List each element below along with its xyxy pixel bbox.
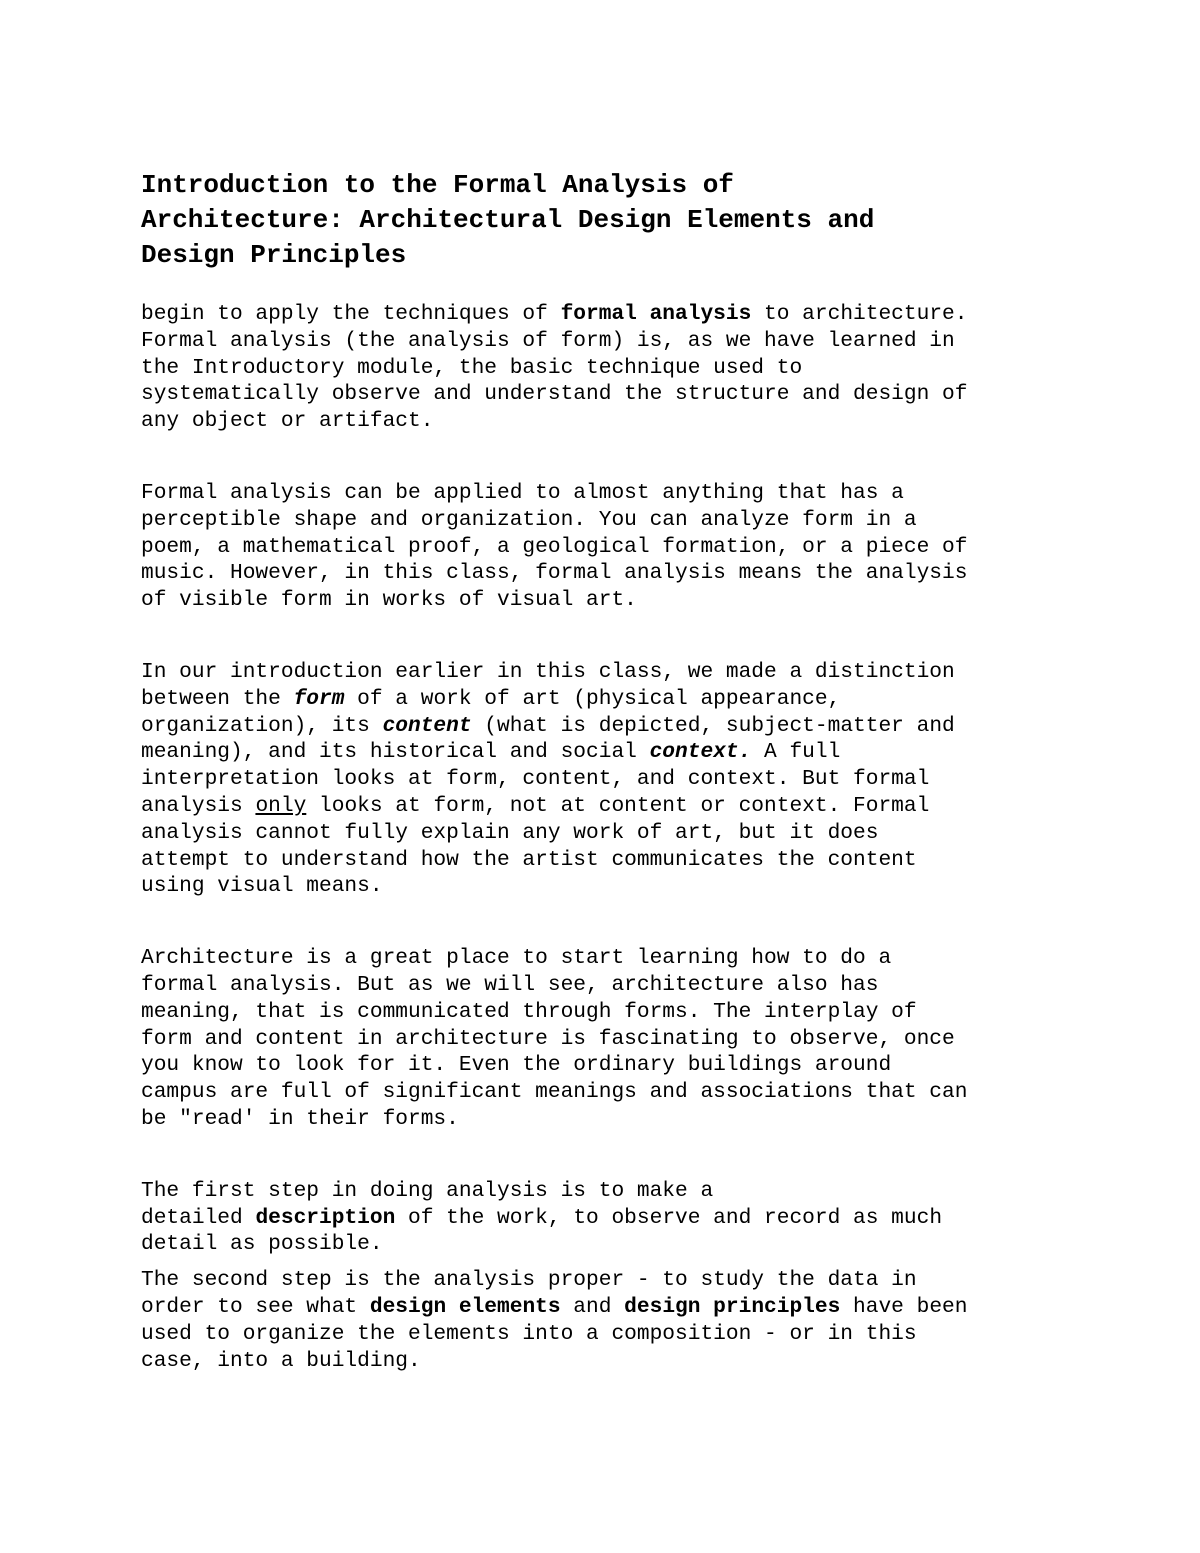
text-run: detailed: [141, 1205, 256, 1230]
paragraph-form-content-context: [141, 659, 1071, 900]
text-line: [141, 793, 1071, 820]
term-description: description: [255, 1205, 396, 1230]
text-line: using visual means.: [141, 874, 383, 899]
term-design-principles: design principles: [624, 1294, 841, 1319]
term-form: form: [293, 686, 345, 711]
text-line: systematically observe and understand the structure and design of: [141, 382, 968, 407]
term-content: content: [382, 713, 472, 738]
text-run: looks at form, not at content or context. Formal: [306, 793, 930, 818]
text-run: organization), its: [141, 713, 383, 738]
text-line: poem, a mathematical proof, a geological formation, or a piece of: [141, 534, 968, 559]
text-line: form and content in architecture is fascinating to observe, once: [141, 1026, 955, 1051]
paragraph-intro: [141, 301, 1071, 435]
text-run: meaning), and its historical and social: [141, 740, 650, 765]
text-line: In our introduction earlier in this class, we made a distinction: [141, 659, 955, 684]
document-title: [141, 168, 1071, 273]
text-line: interpretation looks at form, content, and context. But formal: [141, 767, 930, 792]
text-line: analysis cannot fully explain any work of art, but it does: [141, 820, 879, 845]
text-run: (what is depicted, subject-matter and: [471, 713, 955, 738]
text-line: The second step is the analysis proper - to study the data in: [141, 1268, 917, 1293]
text-line: any object or artifact.: [141, 409, 434, 434]
text-run: between the: [141, 686, 294, 711]
text-line: [141, 713, 1071, 740]
text-line: campus are full of significant meanings and associations that can: [141, 1080, 968, 1105]
text-run: and: [560, 1294, 625, 1319]
text-line: case, into a building.: [141, 1348, 421, 1373]
text-line: formal analysis. But as we will see, architecture also has: [141, 972, 879, 997]
text-line: [141, 686, 1071, 713]
text-line: Architecture is a great place to start learning how to do a: [141, 946, 892, 971]
text-line: meaning, that is communicated through forms. The interplay of: [141, 999, 917, 1024]
document-body: [141, 168, 1071, 1374]
text-run: begin to apply the techniques of: [141, 302, 561, 326]
emphasis-only: only: [255, 793, 307, 818]
text-line: [141, 739, 1071, 766]
term-design-elements: design elements: [369, 1294, 561, 1319]
text-line: attempt to understand how the artist communicates the content: [141, 847, 917, 872]
text-run: of a work of art (physical appearance,: [344, 686, 841, 711]
text-line: [141, 301, 1071, 328]
text-run: A full: [751, 740, 841, 765]
text-line: Formal analysis (the analysis of form) is, as we have learned in: [141, 328, 955, 353]
term-context: context.: [649, 740, 752, 765]
text-run: analysis: [141, 793, 256, 818]
text-line: The first step in doing analysis is to make a: [141, 1178, 714, 1203]
text-run: have been: [840, 1294, 968, 1319]
text-line: music. However, in this class, formal analysis means the analysis: [141, 561, 968, 586]
title-line: Introduction to the Formal Analysis of: [141, 170, 734, 200]
text-run: of the work, to observe and record as much: [395, 1205, 943, 1230]
paragraph-first-step: [141, 1178, 1071, 1258]
text-line: the Introductory module, the basic technique used to: [141, 355, 803, 380]
paragraph-applications: [141, 480, 1071, 614]
text-line: [141, 1294, 1071, 1321]
paragraph-architecture: [141, 945, 1071, 1133]
text-line: be "read' in their forms.: [141, 1106, 459, 1131]
title-line: Architecture: Architectural Design Elements and: [141, 205, 875, 235]
text-line: Formal analysis can be applied to almost anything that has a: [141, 480, 904, 505]
text-line: you know to look for it. Even the ordinary buildings around: [141, 1053, 892, 1078]
term-formal-analysis: formal analysis: [560, 302, 752, 326]
text-line: detail as possible.: [141, 1232, 383, 1257]
text-line: [141, 1205, 1071, 1232]
title-line: Design Principles: [141, 240, 407, 270]
text-run: to architecture.: [751, 302, 968, 326]
text-line: used to organize the elements into a composition - or in this: [141, 1321, 917, 1346]
text-line: perceptible shape and organization. You can analyze form in a: [141, 507, 917, 532]
text-run: order to see what: [141, 1294, 370, 1319]
text-line: of visible form in works of visual art.: [141, 588, 637, 613]
paragraph-second-step: [141, 1267, 1071, 1374]
